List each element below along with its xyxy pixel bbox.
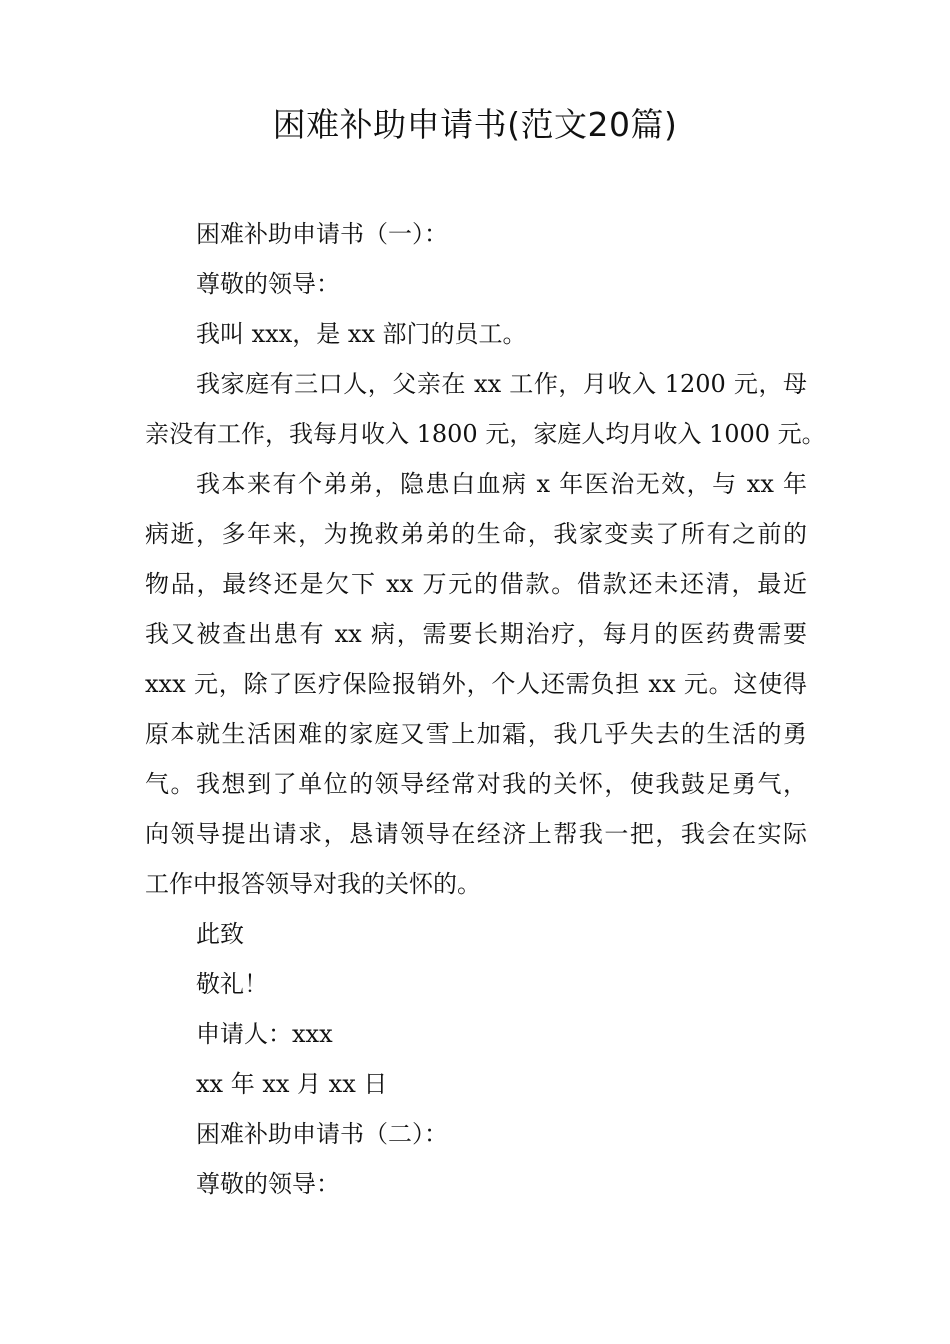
body-line: 尊敬的领导： [196,1170,340,1198]
body-line: xx 年 xx 月 xx 日 [196,1070,388,1098]
body-line: xxx 元，除了医疗保险报销外，个人还需负担 xx 元。这使得 [145,670,807,698]
body-line: 原本就生活困难的家庭又雪上加霜，我几乎失去的生活的勇 [145,720,807,748]
body-line: 此致 [196,920,244,948]
body-line: 我又被查出患有 xx 病，需要长期治疗，每月的医药费需要 [145,620,807,648]
body-line: 我家庭有三口人，父亲在 xx 工作，月收入 1200 元，母 [196,370,807,398]
body-line: 申请人：xxx [196,1020,333,1048]
document-title: 困难补助申请书(范文20篇) [272,105,678,144]
body-line: 亲没有工作，我每月收入 1800 元，家庭人均月收入 1000 元。 [145,420,826,448]
body-line: 我叫 xxx，是 xx 部门的员工。 [196,320,527,348]
body-line: 向领导提出请求，恳请领导在经济上帮我一把，我会在实际 [145,820,807,848]
body-line: 困难补助申请书（一）： [196,220,448,248]
document-body [145,209,826,1209]
body-line: 敬礼！ [196,970,268,998]
body-line: 气。我想到了单位的领导经常对我的关怀，使我鼓足勇气， [145,770,807,798]
body-line: 尊敬的领导： [196,270,340,298]
body-line: 工作中报答领导对我的关怀的。 [145,870,481,898]
body-line: 困难补助申请书（二）： [196,1120,448,1148]
body-line: 我本来有个弟弟，隐患白血病 x 年医治无效，与 xx 年 [196,470,807,498]
body-line: 物品，最终还是欠下 xx 万元的借款。借款还未还清，最近 [145,570,807,598]
body-line: 病逝，多年来，为挽救弟弟的生命，我家变卖了所有之前的 [145,520,807,548]
